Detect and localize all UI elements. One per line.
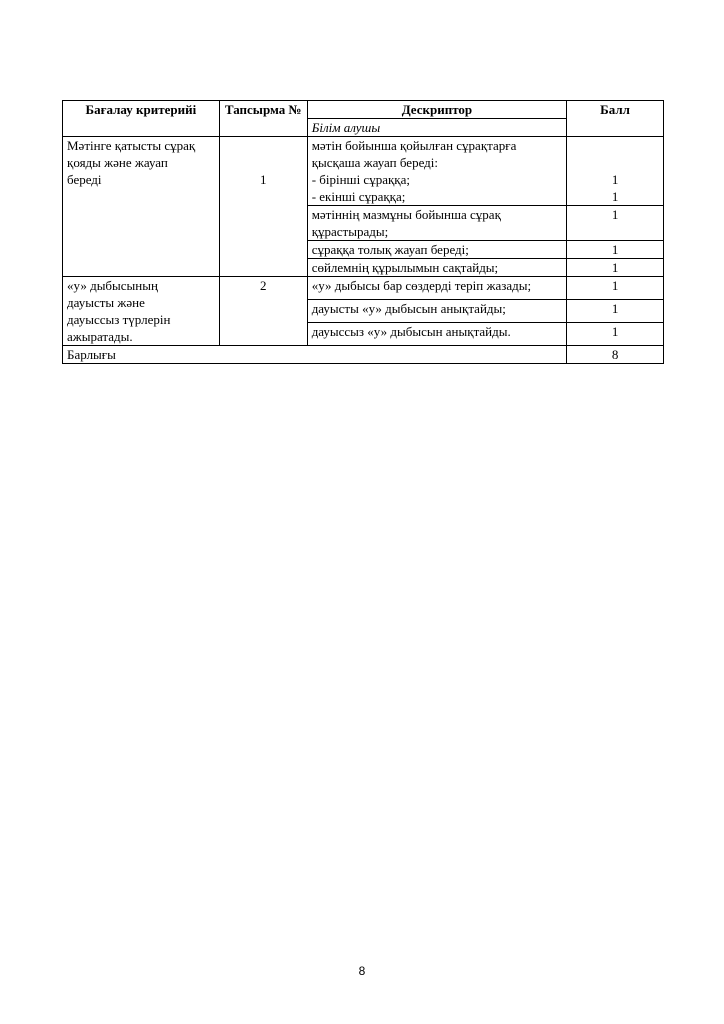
descriptor-line: сөйлемнің құрылымын сақтайды; [311, 260, 499, 275]
descriptor-line: - екінші сұраққа; [311, 189, 406, 204]
descriptor-line: мәтіннің мазмұны бойынша сұрақ [311, 207, 501, 222]
descriptor-cell [307, 206, 566, 241]
total-label: Барлығы [63, 346, 567, 364]
table-row [63, 137, 664, 206]
score-cell [567, 206, 664, 241]
task-number: 1 [259, 172, 267, 187]
assessment-table [62, 100, 664, 364]
descriptor-cell [307, 300, 566, 323]
descriptor-line: мәтін бойынша қойылған сұрақтарға [311, 138, 517, 153]
descriptor-cell [307, 241, 566, 259]
criterion-line: Мәтінге қатысты сұрақ [67, 138, 196, 153]
score-value: 1 [611, 242, 619, 257]
descriptor-line: «у» дыбысы бар сөздерді теріп жазады; [311, 278, 532, 293]
criterion-line: береді [67, 172, 102, 187]
total-row [63, 346, 664, 364]
score-cell [567, 323, 664, 346]
score-cell [567, 259, 664, 277]
task-number: 2 [259, 278, 267, 293]
header-row [63, 101, 664, 119]
criterion-line: дауысты және [67, 295, 145, 310]
criterion-cell [63, 277, 220, 346]
descriptor-line: - бірінші сұраққа; [311, 172, 410, 187]
criterion-line: ажыратады. [67, 329, 133, 344]
descriptor-line: қысқаша жауап береді: [311, 155, 438, 170]
descriptor-line: құрастырады; [311, 224, 389, 239]
score-value: 1 [611, 207, 619, 222]
score-cell [567, 277, 664, 300]
descriptor-cell [307, 323, 566, 346]
score-value: 1 [611, 324, 619, 339]
header-task-number: Тапсырма № [219, 101, 307, 137]
criterion-line: «у» дыбысының [67, 278, 158, 293]
header-descriptor: Дескриптор [307, 101, 566, 119]
descriptor-line: дауысты «у» дыбысын анықтайды; [311, 301, 506, 316]
score-cell [567, 300, 664, 323]
header-descriptor-subtitle: Білім алушы [307, 119, 566, 137]
task-number-cell [219, 137, 307, 277]
criterion-line: қояды және жауап [67, 155, 168, 170]
descriptor-cell [307, 259, 566, 277]
descriptor-cell [307, 137, 566, 206]
task-number-cell [219, 277, 307, 346]
descriptor-line: сұраққа толық жауап береді; [311, 242, 469, 257]
descriptor-cell [307, 277, 566, 300]
score-cell [567, 137, 664, 206]
page-number: 8 [358, 964, 366, 978]
header-criterion: Бағалау критерийі [63, 101, 220, 137]
score-value: 1 [611, 172, 619, 187]
score-value: 1 [611, 189, 619, 204]
table-row [63, 277, 664, 300]
criterion-cell [63, 137, 220, 277]
header-score: Балл [567, 101, 664, 137]
criterion-line: дауыссыз түрлерін [67, 312, 171, 327]
score-value: 1 [611, 301, 619, 316]
score-value: 1 [611, 278, 619, 293]
score-cell [567, 241, 664, 259]
total-score: 8 [567, 346, 664, 364]
descriptor-line: дауыссыз «у» дыбысын анықтайды. [311, 324, 511, 339]
score-value: 1 [611, 260, 619, 275]
